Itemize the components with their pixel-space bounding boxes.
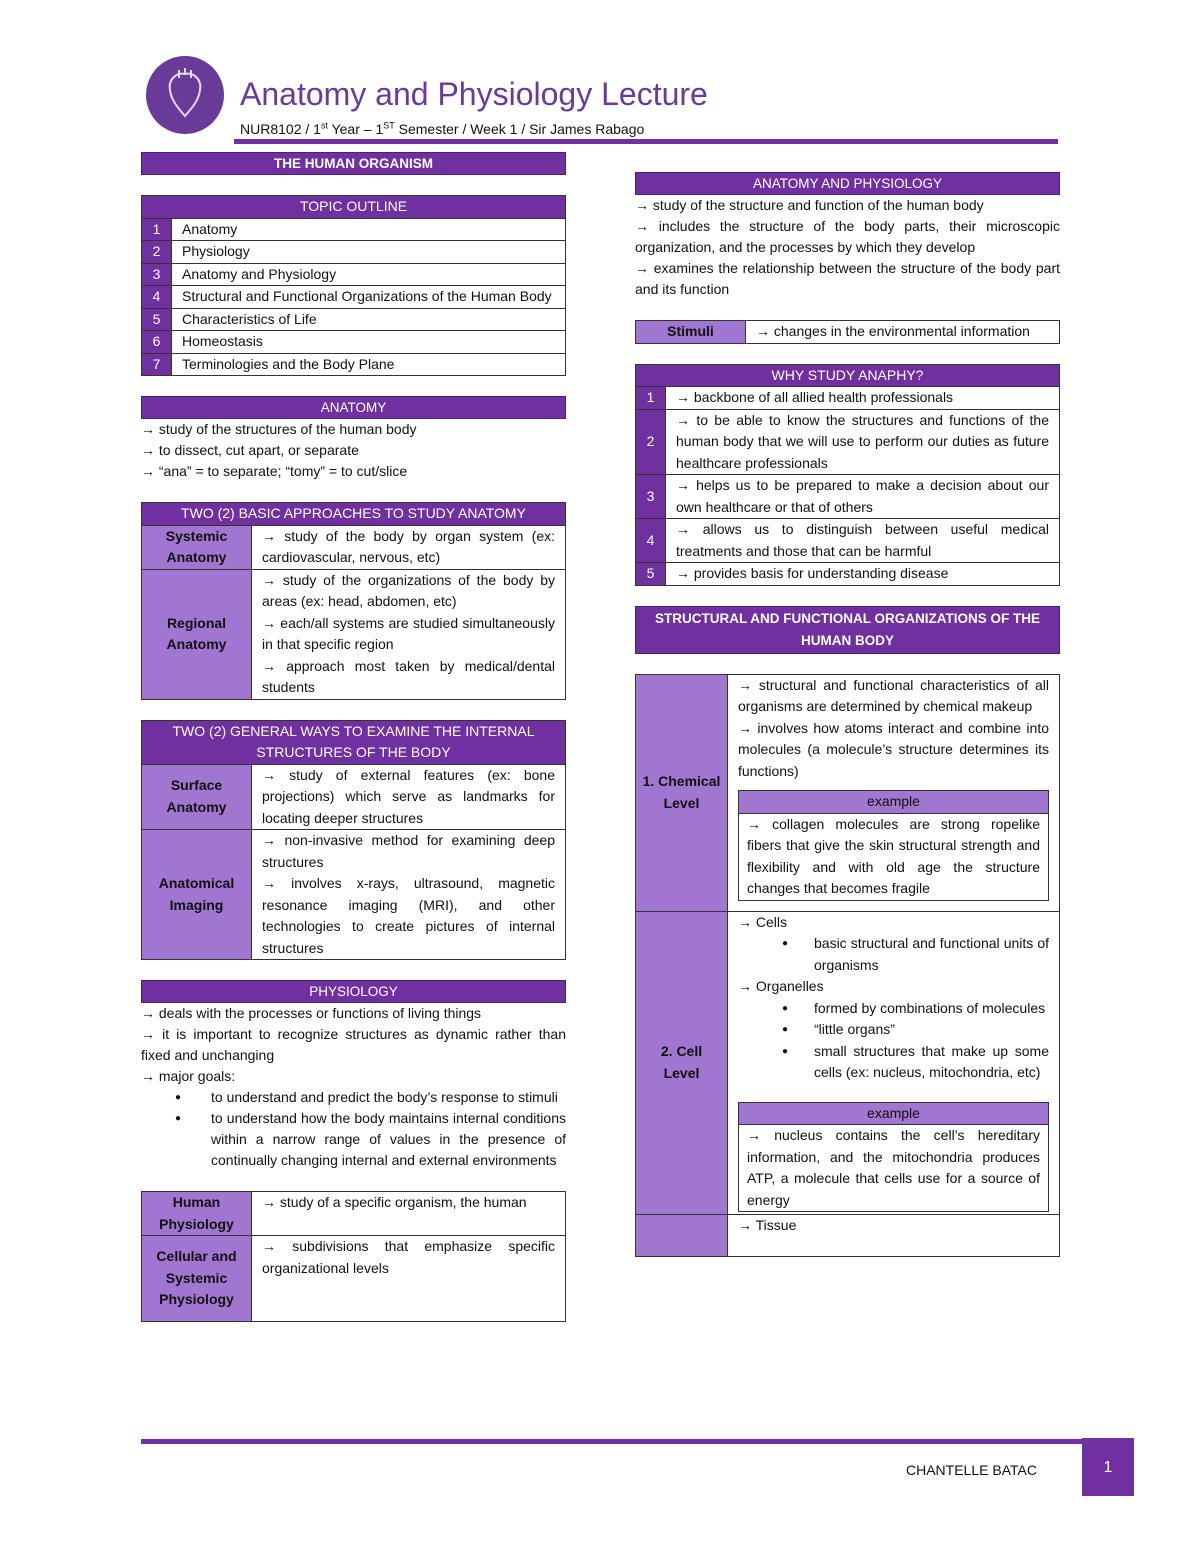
stimuli-table — [635, 320, 1060, 344]
section-heading-physiology: PHYSIOLOGY — [141, 980, 566, 1003]
example-text: → nucleus contains the cell’s hereditary information, and the mitochondria produces ATP, a molecule that cells use for a source of energy — [747, 1127, 1040, 1208]
page-number: 1 — [1082, 1438, 1134, 1496]
anatomy-approaches-table — [141, 502, 566, 700]
anatomy-line: → to dissect, cut apart, or separate — [141, 442, 359, 458]
outline-row: 5 Characteristics of Life — [142, 308, 566, 331]
ap-line: → includes the structure of the body parts, their microscopic organization, and the processes by which they develop — [635, 218, 1060, 255]
approach-row: Regional Anatomy → study of the organizations of the body by areas (ex: head, abdomen, etc) → each/all systems are studied simultaneously in that specific region → approach most taken by medical/dental students — [142, 569, 566, 699]
example-text: → collagen molecules are strong ropelike fibers that give the skin structural strength and flexibility and with old age the structure changes that becomes fragile — [747, 815, 1040, 896]
why-row: 2 → to be able to know the structures and functions of the human body that we will use to perform our duties as future healthcare professionals — [636, 409, 1060, 475]
physiology-goals — [141, 1087, 566, 1171]
why-study-table — [635, 364, 1060, 586]
section-heading-anatomy-physiology: ANATOMY AND PHYSIOLOGY — [635, 172, 1060, 195]
page-title: Anatomy and Physiology Lecture — [240, 76, 708, 112]
outline-row: 7 Terminologies and the Body Plane — [142, 353, 566, 376]
outline-row: 3 Anatomy and Physiology — [142, 263, 566, 286]
physiology-line: → major goals: — [141, 1068, 236, 1084]
list-item: ● to understand and predict the body’s response to stimuli — [211, 1087, 566, 1108]
anatomy-line: → “ana” = to separate; “tomy” = to cut/slice — [141, 463, 408, 479]
organization-levels-table — [635, 674, 1060, 1258]
list-item: ● formed by combinations of molecules — [814, 998, 1049, 1020]
example-heading: example — [739, 1103, 1048, 1126]
right-column — [635, 172, 1060, 1257]
outline-row: 6 Homeostasis — [142, 331, 566, 354]
approach-row: Systemic Anatomy → study of the body by organ system (ex: cardiovascular, nervous, etc) — [142, 525, 566, 569]
list-item: ● to understand how the body maintains internal conditions within a narrow range of values in the presence of continually changing internal and external environments — [211, 1108, 566, 1171]
example-box — [738, 790, 1049, 901]
left-column — [141, 152, 566, 1322]
topic-outline-table — [141, 195, 566, 376]
examine-ways-table — [141, 720, 566, 961]
why-row: 1 → backbone of all allied health professionals — [636, 387, 1060, 410]
section-heading-organizations: STRUCTURAL AND FUNCTIONAL ORGANIZATIONS OF THE HUMAN BODY — [635, 606, 1060, 654]
example-box — [738, 1102, 1049, 1213]
physiology-types-table — [141, 1191, 566, 1322]
outline-row: 2 Physiology — [142, 241, 566, 264]
physiology-row: Human Physiology → study of a specific organism, the human — [142, 1192, 566, 1236]
topic-outline-heading: TOPIC OUTLINE — [142, 196, 566, 219]
ap-line: → study of the structure and function of the human body — [635, 197, 984, 213]
list-item: ● “little organs” — [814, 1019, 1049, 1041]
physiology-line: → it is important to recognize structures as dynamic rather than fixed and unchanging — [141, 1026, 566, 1063]
page-subtitle: NUR8102 / 1st Year – 1ST Semester / Week 1 / Sir James Rabago — [240, 120, 645, 137]
level-row-chemical: 1. Chemical Level → structural and functional characteristics of all organisms are determined by chemical makeup → involves how atoms interact and combine into molecules (a molecule’s structure determines its functions) example → collagen molecules are strong ropelike fibers that give the skin structural strength and flexibility and with old age the structure changes that becomes fragile — [636, 674, 1060, 911]
level-row-cell: 2. Cell Level → Cells ● basic structural and functional units of organisms → Organelles ● formed by combinations of molecules ● “little organs” ● small structures that make up some cells (ex: nucleus, mitochondria, etc) example → nucleus contains the cell’s hereditary information, and the mitochondria produces ATP, a molecule that cells use for a source of energy — [636, 911, 1060, 1215]
list-item: ● small structures that make up some cells (ex: nucleus, mitochondria, etc) — [814, 1041, 1049, 1084]
example-heading: example — [739, 791, 1048, 814]
lecture-logo — [146, 56, 224, 134]
outline-row: 1 Anatomy — [142, 218, 566, 241]
outline-row: 4 Structural and Functional Organizations of the Human Body — [142, 286, 566, 309]
section-heading-human-organism: THE HUMAN ORGANISM — [141, 152, 566, 175]
way-row: Anatomical Imaging → non-invasive method for examining deep structures → involves x-rays, ultrasound, magnetic resonance imaging (MRI), and other technologies to create pictures of internal structures — [142, 830, 566, 960]
header-rule — [234, 139, 1058, 144]
footer-rule — [141, 1439, 1091, 1444]
physiology-row: Cellular and Systemic Physiology → subdivisions that emphasize specific organizational levels — [142, 1236, 566, 1322]
section-heading-anatomy: ANATOMY — [141, 396, 566, 419]
list-item: ● basic structural and functional units of organisms — [814, 933, 1049, 976]
author-name: CHANTELLE BATAC — [906, 1462, 1037, 1478]
ap-line: → examines the relationship between the structure of the body part and its function — [635, 260, 1060, 297]
approaches-heading: TWO (2) BASIC APPROACHES TO STUDY ANATOMY — [142, 503, 566, 526]
physiology-line: → deals with the processes or functions of living things — [141, 1005, 482, 1021]
why-row: 5 → provides basis for understanding disease — [636, 563, 1060, 586]
ways-heading: TWO (2) GENERAL WAYS TO EXAMINE THE INTERNAL STRUCTURES OF THE BODY — [142, 720, 566, 764]
way-row: Surface Anatomy → study of external features (ex: bone projections) which serve as landmarks for locating deeper structures — [142, 764, 566, 830]
level-row-tissue: → Tissue — [636, 1215, 1060, 1257]
why-study-heading: WHY STUDY ANAPHY? — [636, 364, 1060, 387]
stimuli-row: Stimuli → changes in the environmental information — [636, 321, 1060, 344]
why-row: 3 → helps us to be prepared to make a decision about our own healthcare or that of others — [636, 475, 1060, 519]
anatomy-line: → study of the structures of the human body — [141, 421, 417, 437]
why-row: 4 → allows us to distinguish between useful medical treatments and those that can be harmful — [636, 519, 1060, 563]
